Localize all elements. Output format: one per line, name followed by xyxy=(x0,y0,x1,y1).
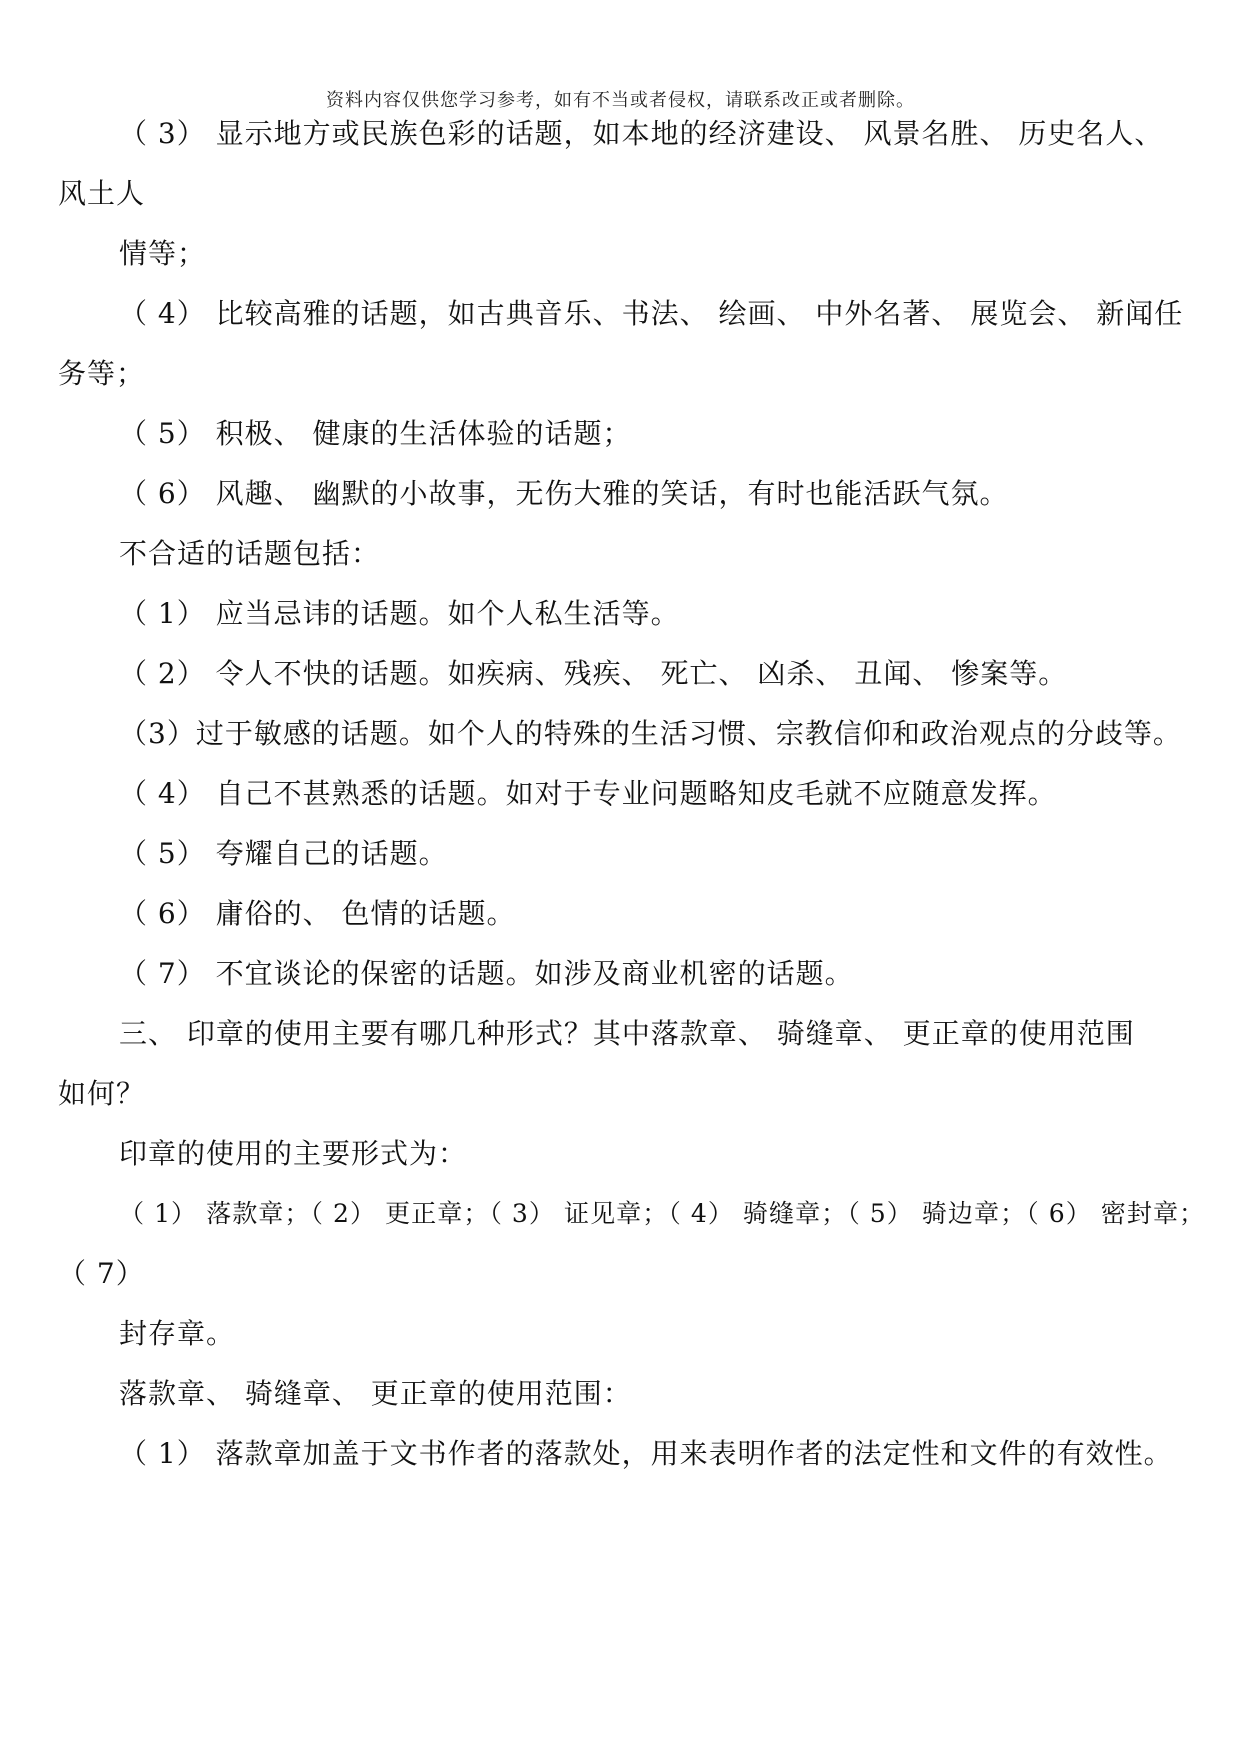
paragraph-line: 封存章。 xyxy=(119,1317,236,1350)
paragraph-line: （ 5） 积极、 健康的生活体验的话题； xyxy=(119,417,632,450)
paragraph-line: 风土人 xyxy=(58,177,146,210)
paragraph-line: （3）过于敏感的话题。如个人的特殊的生活习惯、宗教信仰和政治观点的分歧等。 xyxy=(119,717,1182,750)
paragraph-line: （ 6） 庸俗的、 色情的话题。 xyxy=(119,897,516,930)
paragraph-line: 不合适的话题包括： xyxy=(119,537,381,570)
paragraph-line: （ 7） 不宜谈论的保密的话题。如涉及商业机密的话题。 xyxy=(119,957,854,990)
paragraph-line: （ 4） 比较高雅的话题，如古典音乐、书法、 绘画、 中外名著、 展览会、 新闻任 xyxy=(119,297,1184,330)
paragraph-line: 如何？ xyxy=(58,1077,146,1110)
paragraph-line: （ 4） 自己不甚熟悉的话题。如对于专业问题略知皮毛就不应随意发挥。 xyxy=(119,777,1057,810)
paragraph-line: 印章的使用的主要形式为： xyxy=(119,1137,468,1170)
paragraph-line: 三、 印章的使用主要有哪几种形式？其中落款章、 骑缝章、 更正章的使用范围 xyxy=(119,1017,1135,1050)
paragraph-line: （ 1） 落款章；（ 2） 更正章；（ 3） 证见章；（ 4） 骑缝章；（ 5） 骑边章；（ 6） 密封章； xyxy=(119,1199,1206,1228)
paragraph-line: 务等； xyxy=(58,357,146,390)
disclaimer-header: 资料内容仅供您学习参考，如有不当或者侵权，请联系改正或者删除。 xyxy=(326,90,915,111)
paragraph-line: （ 1） 落款章加盖于文书作者的落款处，用来表明作者的法定性和文件的有效性。 xyxy=(119,1437,1173,1470)
paragraph-line: （ 6） 风趣、 幽默的小故事，无伤大雅的笑话，有时也能活跃气氛。 xyxy=(119,477,1009,510)
paragraph-line: 情等； xyxy=(119,237,207,270)
paragraph-line: （ 5） 夸耀自己的话题。 xyxy=(119,837,448,870)
paragraph-line: （ 7） xyxy=(58,1257,145,1290)
paragraph-line: （ 3） 显示地方或民族色彩的话题，如本地的经济建设、 风景名胜、 历史名人、 xyxy=(119,117,1164,150)
paragraph-line: 落款章、 骑缝章、 更正章的使用范围： xyxy=(119,1377,632,1410)
paragraph-line: （ 1） 应当忌讳的话题。如个人私生活等。 xyxy=(119,597,680,630)
paragraph-line: （ 2） 令人不快的话题。如疾病、残疾、 死亡、 凶杀、 丑闻、 惨案等。 xyxy=(119,657,1068,690)
